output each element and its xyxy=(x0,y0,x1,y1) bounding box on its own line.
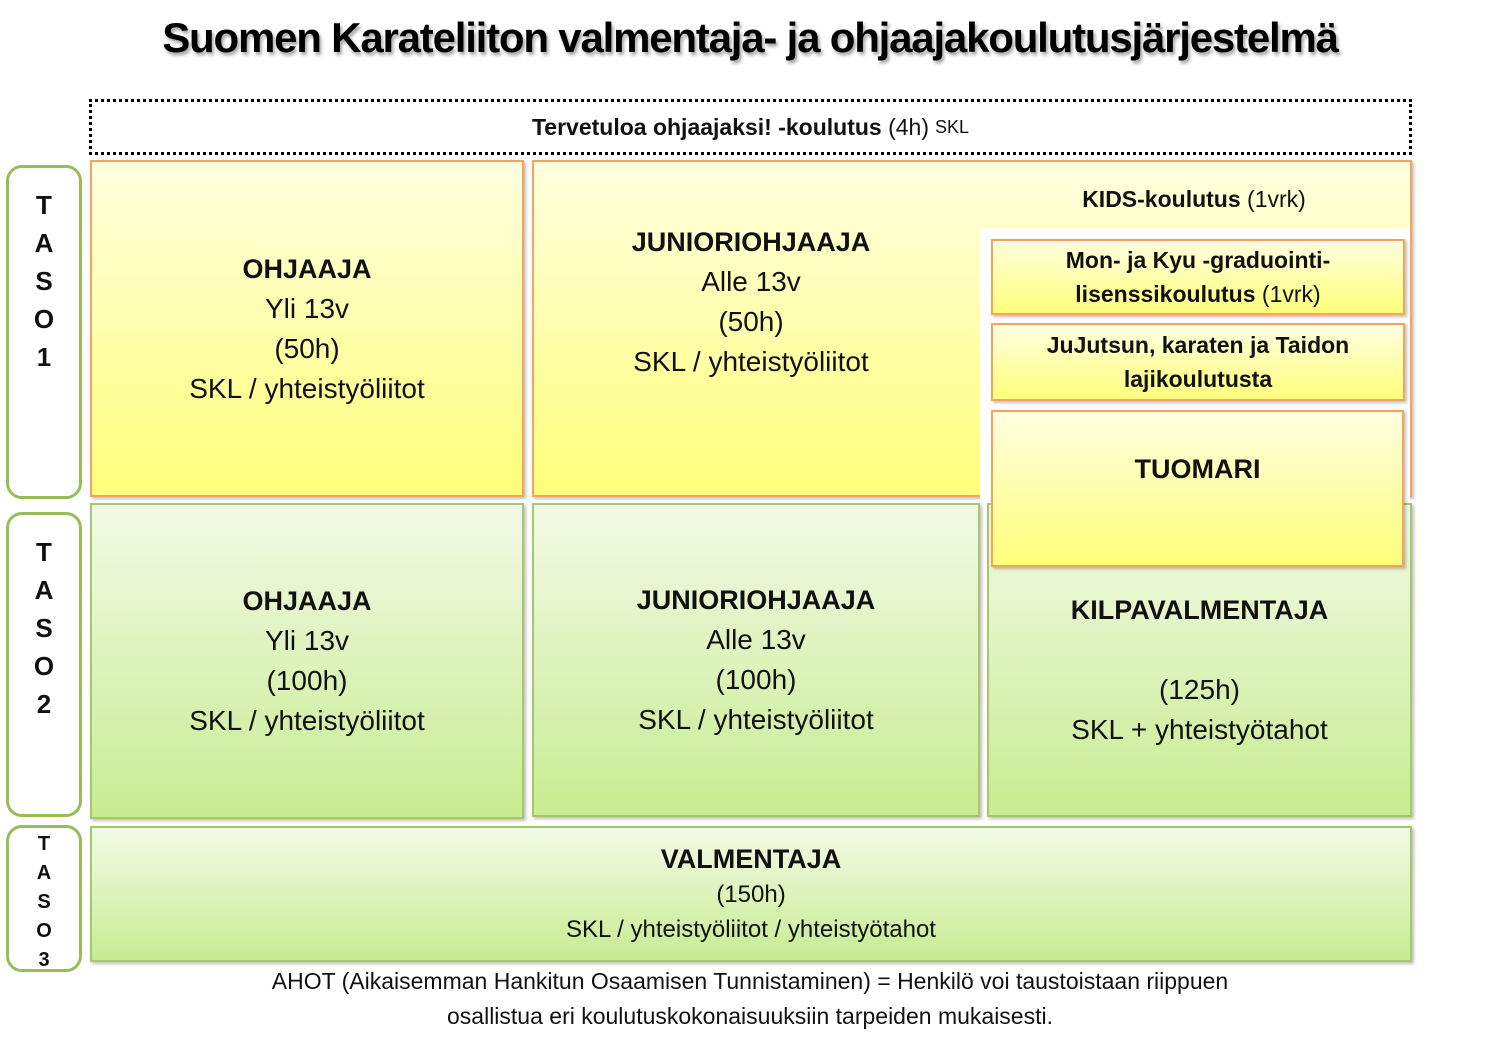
taso1-ohjaaja-age: Yli 13v xyxy=(264,292,350,324)
graduointi-line1: Mon- ja Kyu -graduointi- xyxy=(1065,247,1331,273)
level-3-label: T A S O 3 xyxy=(6,825,82,972)
taso3-valmentaja-box xyxy=(90,826,1412,962)
taso2-ohjaaja-org: SKL / yhteistyöliitot xyxy=(189,705,425,736)
welcome-training-box xyxy=(89,99,1412,155)
taso1-ohjaaja-title: OHJAAJA xyxy=(242,253,372,284)
taso1-junior-org: SKL / yhteistyöliitot xyxy=(633,346,869,377)
taso2-kilpa-org: SKL + yhteistyötahot xyxy=(1071,714,1328,745)
ahot-line1: AHOT (Aikaisemman Hankitun Osaamisen Tunnistaminen) = Henkilö voi taustoistaan riippuen xyxy=(271,968,1229,994)
tuomari-title: TUOMARI xyxy=(1134,454,1261,484)
taso2-junior-org: SKL / yhteistyöliitot xyxy=(638,704,874,735)
lajikoulutus-box xyxy=(991,323,1405,401)
kids-training-label: KIDS-koulutus (1vrk) xyxy=(1082,186,1306,212)
taso1-junior-age: Alle 13v xyxy=(701,266,801,297)
tuomari-box xyxy=(991,410,1404,567)
taso2-kilpa-hours: (125h) xyxy=(1159,674,1240,705)
taso2-junior-box xyxy=(532,503,980,817)
graduointi-box xyxy=(991,239,1405,315)
taso1-junior-box xyxy=(534,162,968,442)
taso1-ohjaaja-box xyxy=(90,160,524,497)
taso2-ohjaaja-age: Yli 13v xyxy=(264,625,350,656)
welcome-training-name: Tervetuloa ohjaajaksi! -koulutus xyxy=(531,113,882,140)
taso1-junior-hours: (50h) xyxy=(718,306,784,337)
graduointi-line2: lisenssikoulutus (1vrk) xyxy=(1075,281,1321,307)
taso2-junior-title: JUNIORIOHJAAJA xyxy=(636,585,876,615)
taso3-org: SKL / yhteistyöliitot / yhteistyötahot xyxy=(566,915,936,943)
taso1-ohjaaja-hours: (50h) xyxy=(274,332,340,364)
level-1-label: T A S O 1 xyxy=(6,165,82,499)
taso1-junior-title: JUNIORIOHJAAJA xyxy=(631,227,871,257)
taso2-junior-hours: (100h) xyxy=(715,664,797,695)
welcome-training-hours: (4h) xyxy=(888,113,930,140)
taso3-title: VALMENTAJA xyxy=(660,843,842,874)
taso2-ohjaaja-hours: (100h) xyxy=(266,665,348,696)
taso3-hours: (150h) xyxy=(716,880,786,908)
welcome-training-org: SKL xyxy=(935,116,970,137)
lajikoulutus-line2: lajikoulutusta xyxy=(1123,366,1273,392)
level-2-label: T A S O 2 xyxy=(6,512,82,817)
taso2-junior-age: Alle 13v xyxy=(706,624,806,655)
ahot-line2: osallistua eri koulutuskokonaisuuksiin tarpeiden mukaisesti. xyxy=(447,1003,1053,1029)
page-title: Suomen Karateliiton valmentaja- ja ohjaajakoulutusjärjestelmä xyxy=(162,14,1338,61)
taso2-ohjaaja-title: OHJAAJA xyxy=(242,586,372,616)
lajikoulutus-line1: JuJutsun, karaten ja Taidon xyxy=(1046,332,1350,358)
taso1-ohjaaja-org: SKL / yhteistyöliitot xyxy=(189,372,425,404)
taso2-ohjaaja-box xyxy=(90,503,524,819)
ahot-footnote xyxy=(200,964,1300,1034)
taso2-kilpa-title: KILPAVALMENTAJA xyxy=(1070,595,1329,625)
